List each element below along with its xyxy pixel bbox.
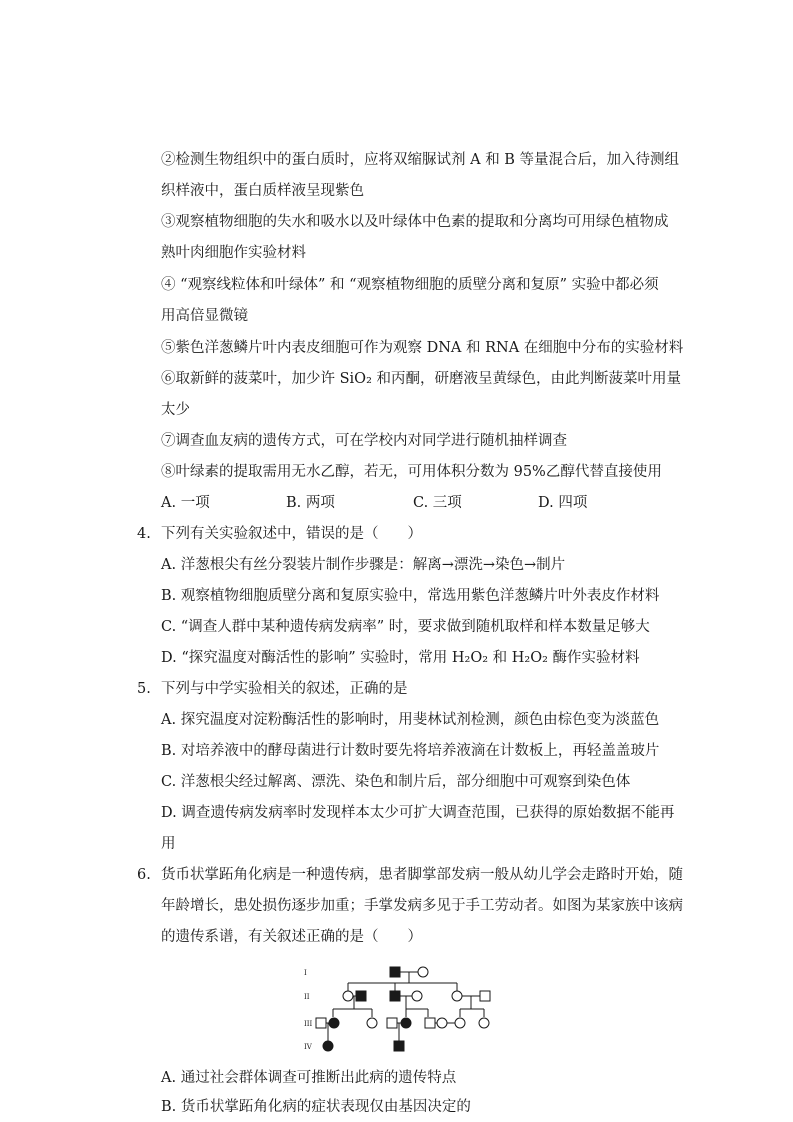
pedigree-unaffected-male	[480, 991, 490, 1001]
q5-option-d-line-1[interactable]: D. 调查遗传病发病率时发现样本太少可扩大调查范围，已获得的原始数据不能再	[161, 805, 675, 821]
q5-option-b[interactable]: B. 对培养液中的酵母菌进行计数时要先将培养液滴在计数板上，再轻盖盖玻片	[161, 743, 660, 759]
q5-option-a[interactable]: A. 探究温度对淀粉酶活性的影响时，用斐林试剂检测，颜色由棕色变为淡蓝色	[161, 712, 660, 728]
pedigree-unaffected-female	[479, 1018, 489, 1028]
pedigree-unaffected-female	[367, 1018, 377, 1028]
q4-option-b[interactable]: B. 观察植物细胞质壁分离和复原实验中，常选用紫色洋葱鳞片叶外表皮作材料	[161, 588, 660, 604]
pedigree-unaffected-female	[343, 991, 353, 1001]
statement-2-line-2: 织样液中，蛋白质样液呈现紫色	[161, 183, 364, 199]
pedigree-affected-female	[323, 1041, 333, 1051]
pedigree-affected-male	[394, 1041, 404, 1051]
q3-option-b[interactable]: B. 两项	[286, 495, 335, 511]
pedigree-affected-female	[329, 1018, 339, 1028]
pedigree-affected-male	[356, 991, 366, 1001]
q5-stem: 下列与中学实验相关的叙述，正确的是	[161, 681, 408, 697]
statement-5: ⑤紫色洋葱鳞片叶内表皮细胞可作为观察 DNA 和 RNA 在细胞中分布的实验材料	[161, 340, 684, 356]
q4-option-a[interactable]: A. 洋葱根尖有丝分裂装片制作步骤是：解离→漂洗→染色→制片	[161, 557, 566, 573]
statement-3-line-1: ③观察植物细胞的失水和吸水以及叶绿体中色素的提取和分离均可用绿色植物成	[161, 214, 669, 230]
q5-option-c[interactable]: C. 洋葱根尖经过解离、漂洗、染色和制片后，部分细胞中可观察到染色体	[161, 774, 631, 790]
statement-6-line-2: 太少	[161, 402, 190, 418]
q5-number: 5.	[137, 681, 151, 697]
q3-option-d[interactable]: D. 四项	[538, 495, 588, 511]
statement-6-line-1: ⑥取新鲜的菠菜叶，加少许 SiO₂ 和丙酮，研磨液呈黄绿色，由此判断菠菜叶用量	[161, 371, 681, 387]
pedigree-unaffected-female	[437, 1018, 447, 1028]
statement-3-line-2: 熟叶肉细胞作实验材料	[161, 245, 306, 261]
pedigree-unaffected-female	[418, 967, 428, 977]
q4-number: 4.	[137, 526, 151, 542]
pedigree-affected-male	[390, 991, 400, 1001]
q6-stem-line-2: 年龄增长，患处损伤逐步加重；手掌发病多见于手工劳动者。如图为某家族中该病	[161, 898, 683, 914]
statement-4-line-2: 用高倍显微镜	[161, 308, 248, 324]
pedigree-unaffected-male	[387, 1018, 397, 1028]
statement-8: ⑧叶绿素的提取需用无水乙醇，若无，可用体积分数为 95%乙醇代替直接使用	[161, 464, 662, 480]
q3-option-c[interactable]: C. 三项	[413, 495, 462, 511]
q6-stem-line-3: 的遗传系谱，有关叙述正确的是（ ）	[161, 929, 422, 945]
pedigree-unaffected-male	[316, 1018, 326, 1028]
statement-2-line-1: ②检测生物组织中的蛋白质时，应将双缩脲试剂 A 和 B 等量混合后，加入待测组	[161, 152, 680, 168]
pedigree-unaffected-male	[425, 1018, 435, 1028]
statement-4-line-1: ④ “观察线粒体和叶绿体” 和 “观察植物细胞的质壁分离和复原” 实验中都必须	[161, 277, 659, 293]
pedigree-chart	[300, 961, 510, 1061]
generation-label: IV	[304, 1043, 312, 1051]
q4-option-c[interactable]: C. “调查人群中某种遗传病发病率” 时，要求做到随机取样和样本数量足够大	[161, 619, 650, 635]
q4-stem: 下列有关实验叙述中，错误的是（ ）	[161, 526, 422, 542]
pedigree-unaffected-female	[452, 991, 462, 1001]
pedigree-affected-male	[390, 967, 400, 977]
pedigree-lines	[326, 972, 484, 1041]
q3-option-a[interactable]: A. 一项	[161, 495, 210, 511]
q6-option-a[interactable]: A. 通过社会群体调查可推断出此病的遗传特点	[161, 1070, 457, 1086]
pedigree-unaffected-female	[455, 1018, 465, 1028]
pedigree-affected-female	[401, 1018, 411, 1028]
q6-stem-line-1: 货币状掌跖角化病是一种遗传病，患者脚掌部发病一般从幼儿学会走路时开始，随	[161, 867, 683, 883]
generation-label: II	[304, 993, 310, 1001]
q5-option-d-line-2: 用	[161, 836, 176, 852]
statement-7: ⑦调查血友病的遗传方式，可在学校内对同学进行随机抽样调查	[161, 433, 567, 449]
q6-option-b[interactable]: B. 货币状掌跖角化病的症状表现仅由基因决定的	[161, 1099, 471, 1115]
generation-label: III	[304, 1020, 313, 1028]
pedigree-unaffected-female	[412, 991, 422, 1001]
q4-option-d[interactable]: D. “探究温度对酶活性的影响” 实验时，常用 H₂O₂ 和 H₂O₂ 酶作实验材料	[161, 650, 640, 666]
generation-label: I	[304, 969, 307, 977]
q6-number: 6.	[137, 867, 151, 883]
